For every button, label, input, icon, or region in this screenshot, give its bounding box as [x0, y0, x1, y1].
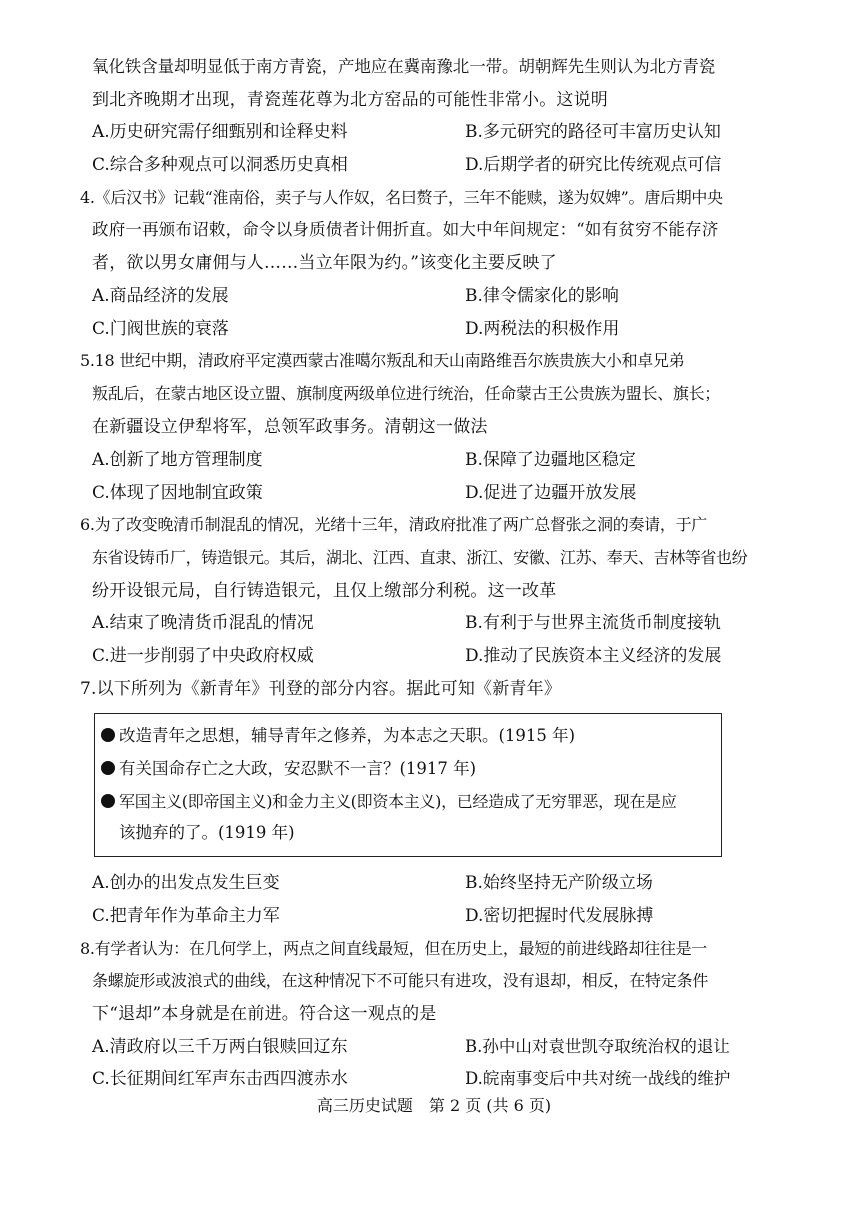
q6-stem-line-3: 纷开设银元局，自行铸造银元，且仅上缴部分利税。这一改革: [92, 581, 557, 601]
q4-option-b: B.律令儒家化的影响: [465, 286, 619, 306]
q8-option-d: D.皖南事变后中共对统一战线的维护: [465, 1069, 731, 1088]
q4-option-a: A.商品经济的发展: [92, 286, 229, 306]
q7-quote-3: [101, 790, 677, 814]
page-footer: 高三历史试题 第 2 页 (共 6 页): [316, 1096, 552, 1115]
q3-option-d: D.后期学者的研究比传统观点可信: [465, 155, 722, 175]
q5-option-a: A.创新了地方管理制度: [92, 450, 263, 470]
q7-option-c: C.把青年作为革命主力军: [92, 906, 280, 926]
bullet-icon: [101, 761, 115, 775]
q7-stem-line-1: 7.以下所列为《新青年》刊登的部分内容。据此可知《新青年》: [80, 679, 562, 699]
q4-stem-line-3: 者，欲以男女庸佣与人……当立年限为约。”该变化主要反映了: [92, 253, 557, 273]
q6-option-c: C.进一步削弱了中央政府权威: [92, 646, 314, 666]
q3-option-a: A.历史研究需仔细甄别和诠释史料: [92, 122, 348, 142]
q4-stem-line-1: 4.《后汉书》记载“淮南俗，卖子与人作奴，名曰赘子，三年不能赎，遂为奴婢”。唐后期中央: [80, 188, 723, 207]
q5-stem-line-2: 叛乱后，在蒙古地区设立盟、旗制度两级单位进行统治，任命蒙古王公贵族为盟长、旗长；: [92, 384, 721, 403]
q5-stem-line-3: 在新疆设立伊犁将军，总领军政事务。清朝这一做法: [92, 417, 488, 437]
q5-option-c: C.体现了因地制宜政策: [92, 483, 263, 503]
q4-option-c: C.门阀世族的衰落: [92, 319, 229, 339]
q3-stem-line-1: 氧化铁含量却明显低于南方青瓷，产地应在冀南豫北一带。胡朝辉先生则认为北方青瓷: [92, 57, 716, 76]
q8-stem-line-2: 条螺旋形或波浪式的曲线，在这种情况下不可能只有进攻，没有退却，相反，在特定条件: [92, 971, 709, 990]
q6-stem-line-2: 东省设铸币厂，铸造银元。其后，湖北、江西、直隶、浙江、安徽、江苏、奉天、吉林等省也纷: [92, 548, 748, 567]
q7-quote-box: [94, 713, 722, 857]
q4-stem-line-2: 政府一再颁布诏敕，命令以身质债者计佣折直。如大中年间规定：“如有贫穷不能存济: [92, 220, 719, 239]
q7-quote-3-text: 军国主义(即帝国主义)和金力主义(即资本主义)，已经造成了无穷罪恶，现在是应: [119, 792, 677, 811]
q6-option-a: A.结束了晚清货币混乱的情况: [92, 613, 314, 633]
q7-quote-2: [101, 757, 476, 781]
q7-option-a: A.创办的出发点发生巨变: [92, 873, 280, 893]
q8-option-c: C.长征期间红军声东击西四渡赤水: [92, 1069, 348, 1089]
q3-option-b: B.多元研究的路径可丰富历史认知: [465, 122, 721, 142]
bullet-icon: [101, 728, 115, 742]
q7-quote-2-text: 有关国命存亡之大政，安忍默不一言？(1917 年): [119, 759, 477, 778]
q5-option-d: D.促进了边疆开放发展: [465, 483, 637, 503]
q6-option-d: D.推动了民族资本主义经济的发展: [465, 646, 722, 666]
q5-option-b: B.保障了边疆地区稳定: [465, 450, 636, 470]
q7-quote-3-continued: 该抛弃的了。(1919 年): [119, 823, 295, 842]
q7-option-b: B.始终坚持无产阶级立场: [465, 873, 653, 893]
q8-stem-line-1: 8.有学者认为：在几何学上，两点之间直线最短，但在历史上，最短的前进线路却往往是一: [80, 939, 707, 958]
q6-option-b: B.有利于与世界主流货币制度接轨: [465, 613, 721, 633]
q7-option-d: D.密切把握时代发展脉搏: [465, 906, 654, 926]
q5-stem-line-1: 5.18 世纪中期，清政府平定漠西蒙古准噶尔叛乱和天山南路维吾尔族贵族大小和卓兄弟: [80, 351, 685, 370]
bullet-icon: [101, 794, 115, 808]
q8-option-a: A.清政府以三千万两白银赎回辽东: [92, 1037, 348, 1057]
q6-stem-line-1: 6.为了改变晚清币制混乱的情况，光绪十三年，清政府批准了两广总督张之洞的奏请，于广: [80, 515, 707, 534]
q4-option-d: D.两税法的积极作用: [465, 319, 620, 339]
q7-quote-1: [101, 724, 575, 748]
q8-stem-line-3: 下“退却”本身就是在前进。符合这一观点的是: [92, 1004, 437, 1024]
q8-option-b: B.孙中山对袁世凯夺取统治权的退让: [465, 1037, 730, 1056]
q7-quote-1-text: 改造青年之思想，辅导青年之修养，为本志之天职。(1915 年): [119, 726, 576, 745]
q3-stem-line-2: 到北齐晚期才出现，青瓷莲花尊为北方窑品的可能性非常小。这说明: [92, 90, 608, 110]
q3-option-c: C.综合多种观点可以洞悉历史真相: [92, 155, 348, 175]
